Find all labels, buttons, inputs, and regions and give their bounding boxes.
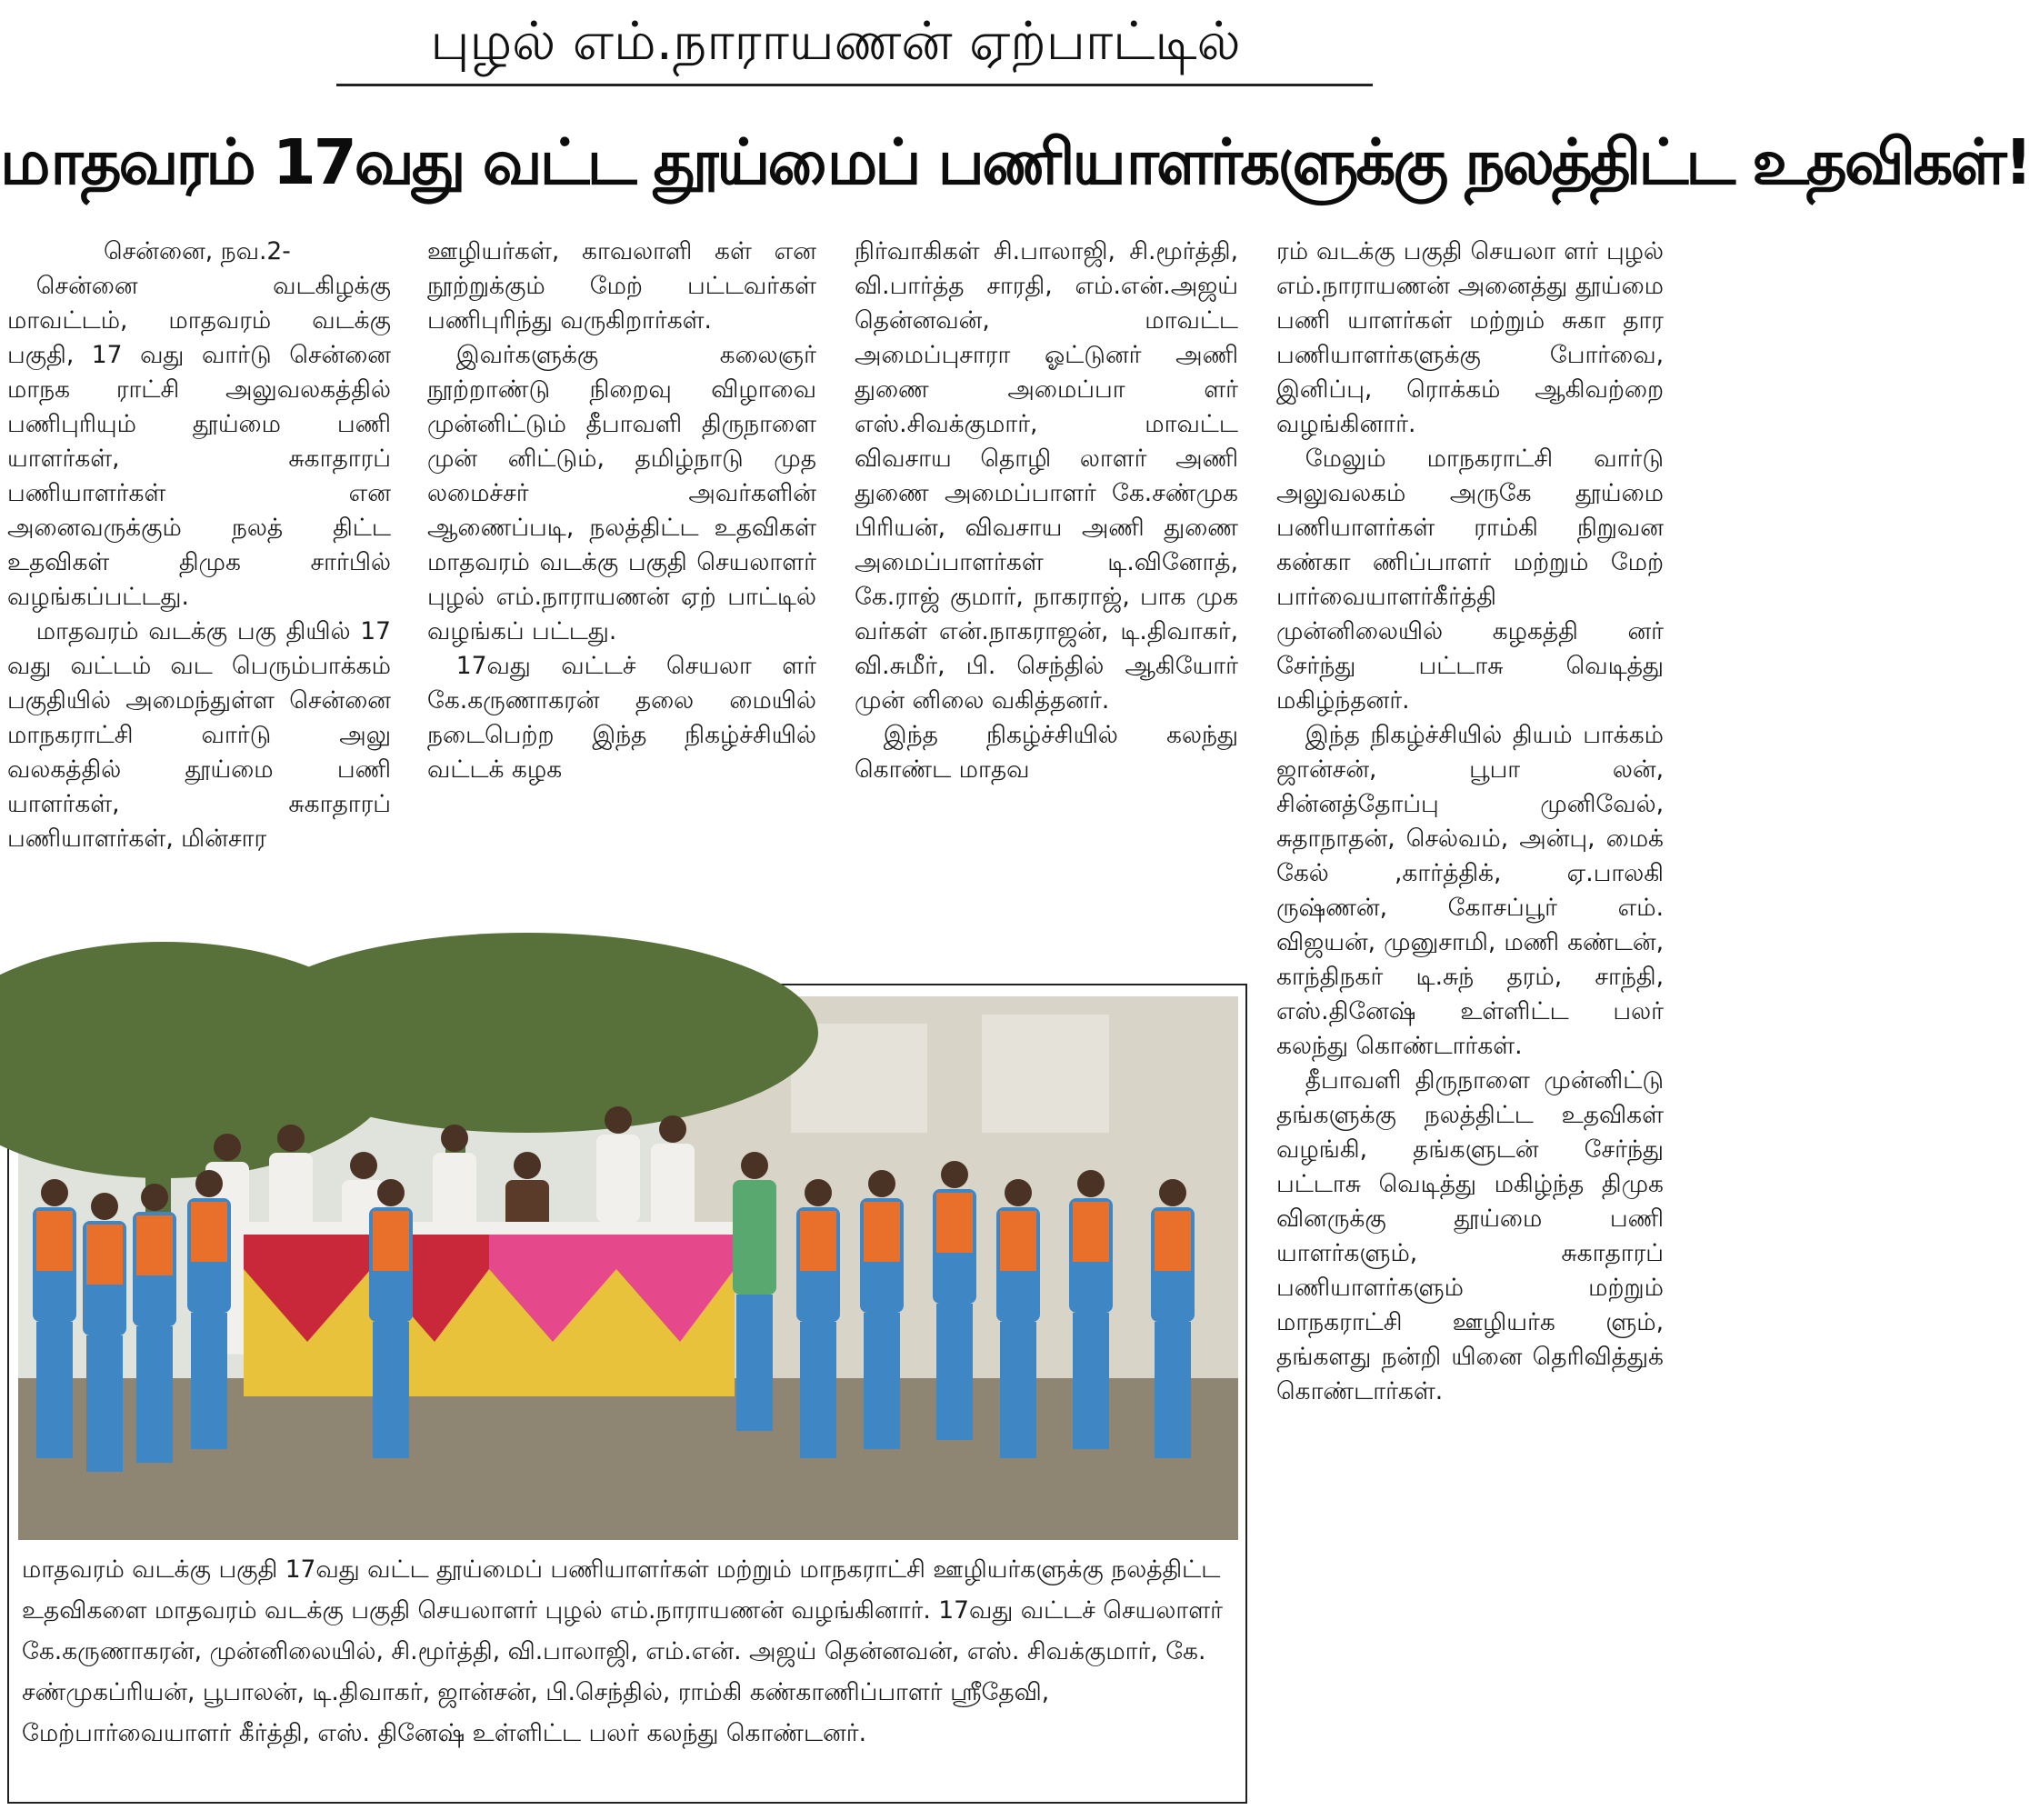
article-paragraph: சென்னை வடகிழக்கு மாவட்டம், மாதவரம் வடக்கு பகுதி, 17 வது வார்டு சென்னை மாநக ராட்சி அலுவலகத்தில் பணிபுரியும் தூய்மை பணி யாளர்கள், சுகாதாரப் பணியாளர்கள் என அனைவருக்கும் நலத் திட்ட உதவிகள் திமுக சார்பில் வழங்கப்பட்டது.	[7, 272, 391, 611]
article-paragraph: இவர்களுக்கு கலைஞர் நூற்றாண்டு நிறைவு விழாவை முன்னிட்டும் தீபாவளி திருநாளை முன் னிட்டும், தமிழ்நாடு முத லமைச்சர் அவர்களின் ஆணைப்படி, நலத்திட்ட உதவிகள் மாதவரம் வடக்கு பகுதி செயலாளர் புழல் எம்.நாராயணன் ஏற் பாட்டில் வழங்கப் பட்டது.	[427, 341, 816, 645]
photo-person	[733, 1152, 776, 1431]
photo-person	[796, 1179, 840, 1458]
article-column-1	[7, 235, 391, 964]
photo-person	[187, 1170, 231, 1449]
photo-person	[1069, 1170, 1113, 1449]
article-column-2	[427, 235, 816, 964]
photo-person	[83, 1193, 126, 1472]
article-column-4	[1276, 235, 1664, 1771]
photo-person	[996, 1179, 1040, 1458]
article-paragraph: இந்த நிகழ்ச்சியில் கலந்து கொண்ட மாதவ	[855, 721, 1238, 784]
article-column-3	[855, 235, 1238, 964]
photo-person	[33, 1179, 76, 1458]
article-paragraph: ஊழியர்கள், காவலாளி கள் என நூற்றுக்கும் மேற் பட்டவர்கள் பணிபுரிந்து வருகிறார்கள்.	[427, 237, 816, 335]
event-photo-illustration	[18, 996, 1238, 1540]
kicker-headline: புழல் எம்.நாராயணன் ஏற்பாட்டில்	[430, 10, 1241, 72]
photo-person	[369, 1179, 413, 1458]
article-paragraph: நிர்வாகிகள் சி.பாலாஜி, சி.மூர்த்தி, வி.பார்த்த சாரதி, எம்.என்.அஜய் தென்னவன், மாவட்ட அமைப்புசாரா ஓட்டுனர் அணி துணை அமைப்பா ளர் எஸ்.சிவக்குமார், மாவட்ட விவசாய தொழி லாளர் அணி துணை அமைப்பாளர் கே.சண்முக பிரியன், விவசாய அணி துணை அமைப்பாளர்கள் டி.வினோத், கே.ராஜ் குமார், நாகராஜ், பாக முக வர்கள் என்.நாகராஜன், டி.திவாகர், வி.சுமீர், பி. செந்தில் ஆகியோர் முன் னிலை வகித்தனர்.	[855, 237, 1238, 715]
article-paragraph: தீபாவளி திருநாளை முன்னிட்டு தங்களுக்கு நலத்திட்ட உதவிகள் வழங்கி, தங்களுடன் சேர்ந்து பட்டாசு வெடித்து மகிழ்ந்த திமுக வினருக்கு தூய்மை பணி யாளர்களும், சுகாதாரப் பணியாளர்களும் மற்றும் மாநகராட்சி ஊழியர்க ளும், தங்களது நன்றி யினை தெரிவித்துக் கொண்டார்கள்.	[1276, 1066, 1664, 1405]
photo-table-top	[244, 1222, 735, 1236]
photo-person	[933, 1161, 976, 1440]
photo-person	[1151, 1179, 1195, 1458]
article-paragraph: மேலும் மாநகராட்சி வார்டு அலுவலகம் அருகே தூய்மை பணியாளர்கள் ராம்கி நிறுவன கண்கா ணிப்பாளர் மற்றும் மேற் பார்வையாளர்கீர்த்தி முன்னிலையில் கழகத்தி னர் சேர்ந்து பட்டாசு வெடித்து மகிழ்ந்தனர்.	[1276, 445, 1664, 715]
article-paragraph: ரம் வடக்கு பகுதி செயலா ளர் புழல் எம்.நாராயணன் அனைத்து தூய்மை பணி யாளர்கள் மற்றும் சுகா தார பணியாளர்களுக்கு போர்வை, இனிப்பு, ரொக்கம் ஆகிவற்றை வழங்கினார்.	[1276, 237, 1664, 438]
photo-tree-canopy	[236, 933, 818, 1133]
main-headline: மாதவரம் 17வது வட்ட தூய்மைப் பணியாளர்களுக்கு நலத்திட்ட உதவிகள்!	[0, 126, 2030, 199]
article-paragraph: மாதவரம் வடக்கு பகு தியில் 17 வது வட்டம் வட பெரும்பாக்கம் பகுதியில் அமைந்துள்ள சென்னை மாநகராட்சி வார்டு அலு வலகத்தில் தூய்மை பணி யாளர்கள், சுகாதாரப் பணியாளர்கள், மின்சார	[7, 617, 391, 853]
kicker-underline	[336, 84, 1373, 86]
event-photo	[18, 996, 1238, 1540]
photo-person	[860, 1170, 904, 1449]
photo-box	[7, 984, 1247, 1804]
photo-caption: மாதவரம் வடக்கு பகுதி 17வது வட்ட தூய்மைப் பணியாளர்கள் மற்றும் மாநகராட்சி ஊழியர்களுக்கு நலத்திட்ட உதவிகளை மாதவரம் வடக்கு பகுதி செயலாளர் புழல் எம்.நாராயணன் வழங்கினார். 17வது வட்டச் செயலாளர் கே.கருணாகரன், முன்னிலையில், சி.மூர்த்தி, வி.பாலாஜி, எம்.என். அஜய் தென்னவன், எஸ். சிவக்குமார், கே. சண்முகப்ரியன், பூபாலன், டி.திவாகர், ஜான்சன், பி.செந்தில், ராம்கி கண்காணிப்பாளர் ஸ்ரீதேவி, மேற்பார்வையாளர் கீர்த்தி, எஸ். தினேஷ் உள்ளிட்ட பலர் கலந்து கொண்டனர்.	[22, 1555, 1223, 1747]
photo-person	[133, 1184, 176, 1463]
photo-window	[982, 1015, 1109, 1133]
dateline: சென்னை, நவ.2-	[104, 237, 291, 265]
article-paragraph: 17வது வட்டச் செயலா ளர் கே.கருணாகரன் தலை மையில் நடைபெற்ற இந்த நிகழ்ச்சியில் வட்டக் கழக	[427, 652, 816, 784]
article-paragraph: இந்த நிகழ்ச்சியில் தியம் பாக்கம் ஜான்சன், பூபா லன், சின்னத்தோப்பு முனிவேல், சுதாநாதன், செல்வம், அன்பு, மைக் கேல் ,கார்த்திக், ஏ.பாலகி ருஷ்ணன், கோசப்பூர் எம். விஜயன், முனுசாமி, மணி கண்டன், காந்திநகர் டி.சுந் தரம், சாந்தி, எஸ்.தினேஷ் உள்ளிட்ட பலர் கலந்து கொண்டார்கள்.	[1276, 721, 1664, 1060]
